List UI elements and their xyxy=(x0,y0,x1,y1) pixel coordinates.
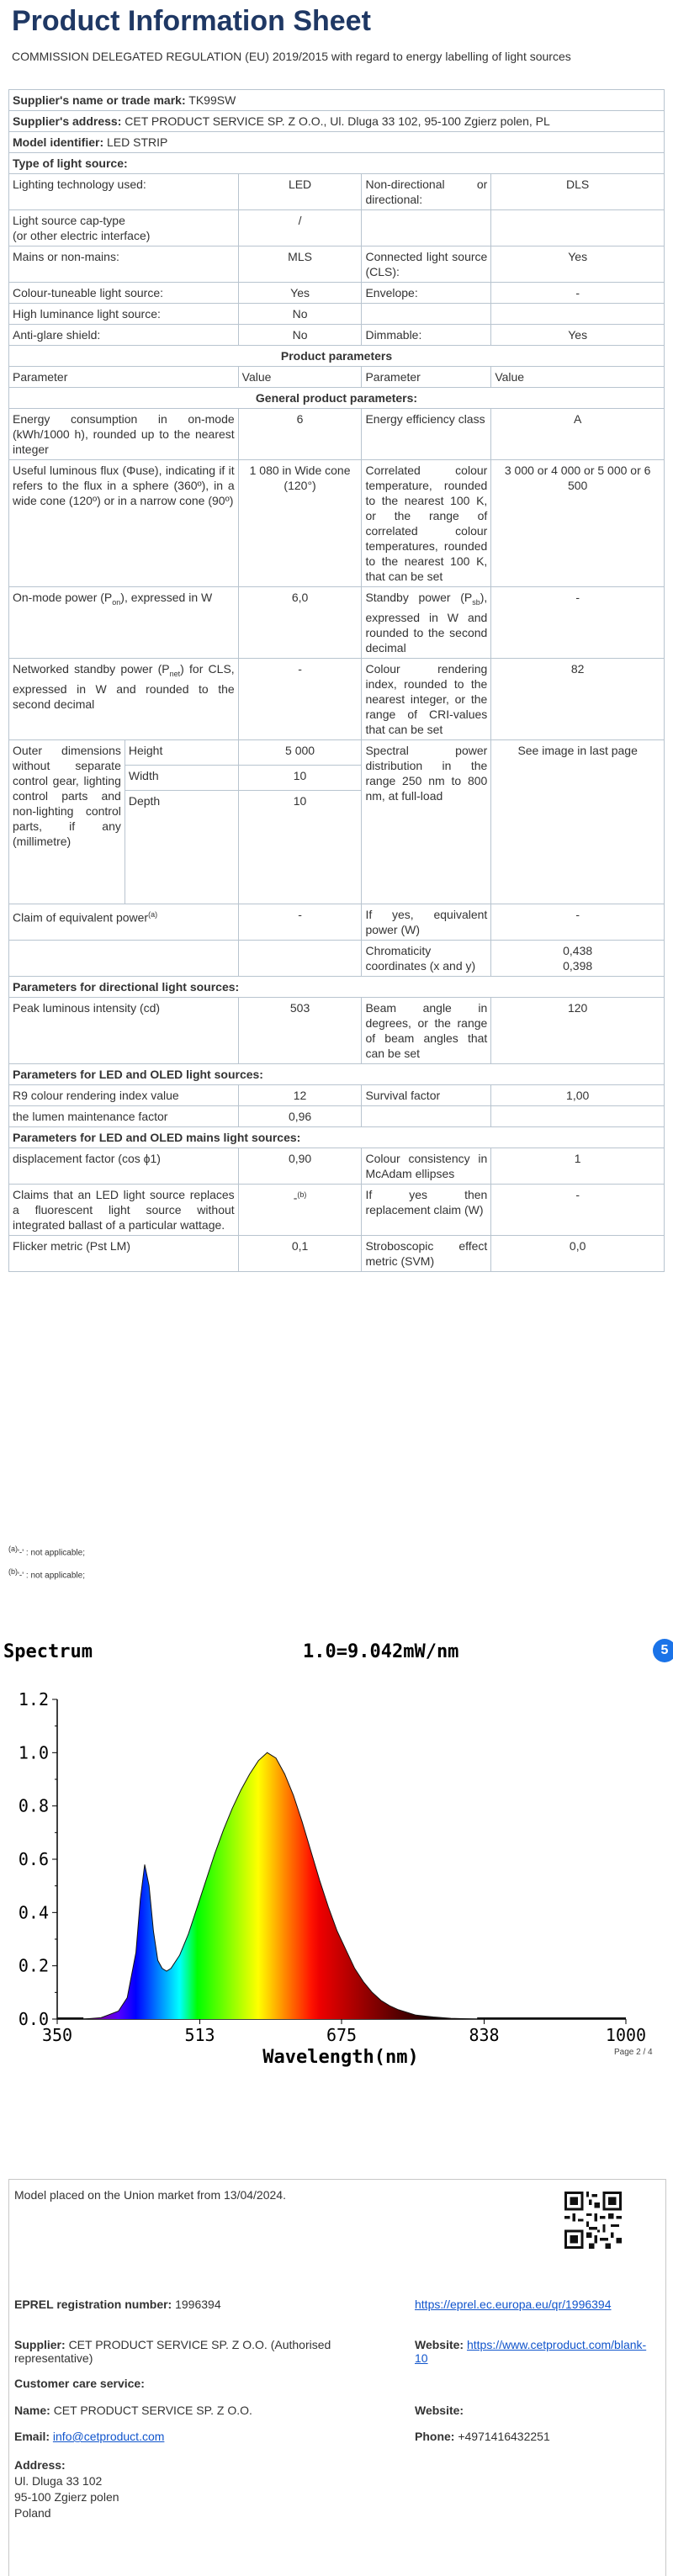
networked-standby-label-b: ) for CLS, expressed in W and rounded to the second decimal xyxy=(13,661,235,711)
x-tick-label: 350 xyxy=(41,2025,73,2045)
table-row xyxy=(9,739,665,765)
empty-cell xyxy=(238,940,362,976)
mcadam-label: Colour consistency in McAdam ellipses xyxy=(362,1148,491,1184)
cri-value: 82 xyxy=(491,658,665,739)
y-tick-label: 1.2 xyxy=(18,1689,49,1709)
supplier-name-label: Supplier's name or trade mark: xyxy=(13,93,186,107)
height-value: 5 000 xyxy=(238,739,362,765)
high-luminance-label: High luminance light source: xyxy=(9,304,239,325)
table-row xyxy=(9,1063,665,1084)
column-header-parameter: Parameter xyxy=(9,367,239,388)
model-identifier-cell xyxy=(9,132,665,153)
footnote-a xyxy=(8,1540,85,1562)
anti-glare-value: No xyxy=(238,325,362,346)
high-luminance-value: No xyxy=(238,304,362,325)
on-mode-power-sub: on xyxy=(112,597,121,607)
table-row xyxy=(9,325,665,346)
light-source-type-heading: Type of light source: xyxy=(9,153,665,174)
envelope-label: Envelope: xyxy=(362,283,491,304)
cap-type-label-line1: Light source cap-type xyxy=(13,214,125,227)
y-tick-label: 1.0 xyxy=(18,1742,49,1763)
supplier-address-cell xyxy=(9,111,665,132)
footnotes xyxy=(8,1540,85,1586)
supplier-address-label: Supplier's address: xyxy=(13,114,122,128)
mains-value: MLS xyxy=(238,246,362,283)
table-row xyxy=(9,587,665,659)
table-row xyxy=(9,283,665,304)
table-row xyxy=(9,409,665,460)
replacement-claim-label: If yes then replacement claim (W) xyxy=(362,1184,491,1235)
table-row xyxy=(9,174,665,210)
width-label: Width xyxy=(125,765,238,790)
on-mode-power-label-a: On-mode power (P xyxy=(13,591,113,604)
peak-intensity-label: Peak luminous intensity (cd) xyxy=(9,997,239,1063)
cls-label: Connected light source (CLS): xyxy=(362,246,491,283)
colour-tuneable-label: Colour-tuneable light source: xyxy=(9,283,239,304)
flicker-label: Flicker metric (Pst LM) xyxy=(9,1235,239,1271)
supplier-row xyxy=(14,2338,401,2365)
spectral-distribution-value: See image in last page xyxy=(491,739,665,904)
footnote-b-mark: (b) xyxy=(8,1567,18,1577)
footnote-mark-b: (b) xyxy=(297,1190,307,1199)
mains-parameters-heading: Parameters for LED and OLED mains light sources: xyxy=(9,1126,665,1148)
y-tick-label: 0.0 xyxy=(18,2009,49,2029)
equivalent-power-label: If yes, equivalent power (W) xyxy=(362,904,491,940)
column-header-value: Value xyxy=(491,367,665,388)
table-row xyxy=(9,976,665,997)
qr-code-icon xyxy=(564,2192,622,2249)
displacement-factor-value: 0,90 xyxy=(238,1148,362,1184)
footnote-b-text: '-' : not applicable; xyxy=(18,1571,85,1581)
cap-type-label xyxy=(9,210,239,246)
flicker-value: 0,1 xyxy=(238,1235,362,1271)
care-address-label: Address: xyxy=(14,2458,66,2472)
cri-label: Colour rendering index, rounded to the nearest integer, or the range of CRI-values that can be set xyxy=(362,658,491,739)
care-address xyxy=(14,2457,119,2521)
general-parameters-heading: General product parameters: xyxy=(9,388,665,409)
networked-standby-label-a: Networked standby power (P xyxy=(13,661,170,676)
x-axis-label: Wavelength(nm) xyxy=(262,2047,419,2068)
table-row xyxy=(9,367,665,388)
product-parameters-heading: Product parameters xyxy=(9,346,665,367)
beam-angle-value: 120 xyxy=(491,997,665,1063)
table-row xyxy=(9,658,665,739)
x-tick-label: 1000 xyxy=(605,2025,647,2045)
dimmable-value: Yes xyxy=(491,325,665,346)
care-address-line1: Ul. Dluga 33 102 xyxy=(14,2474,103,2488)
depth-value: 10 xyxy=(238,790,362,904)
table-row xyxy=(9,246,665,283)
networked-standby-label xyxy=(9,658,239,739)
table-row xyxy=(9,388,665,409)
outer-dimensions-label: Outer dimensions without separate control gear, lighting control parts and non-lighting control parts, if any (millimetre) xyxy=(9,739,125,904)
standby-power-label-a: Standby power (P xyxy=(365,591,473,604)
care-phone-row xyxy=(415,2430,550,2443)
column-header-parameter: Parameter xyxy=(362,367,491,388)
r9-value: 12 xyxy=(238,1084,362,1105)
empty-cell xyxy=(362,1105,491,1126)
supplier-value: CET PRODUCT SERVICE SP. Z O.O. (Authorised representative) xyxy=(14,2338,331,2365)
equivalent-power-claim-label xyxy=(9,904,239,940)
y-tick-label: 0.2 xyxy=(18,1955,49,1976)
column-header-value: Value xyxy=(238,367,362,388)
website-label: Website: xyxy=(415,2338,464,2351)
care-email-row xyxy=(14,2430,164,2443)
chromaticity-value xyxy=(491,940,665,976)
y-tick-label: 0.8 xyxy=(18,1795,49,1816)
directional-label: Non-directional or directional: xyxy=(362,174,491,210)
table-row xyxy=(9,1105,665,1126)
footnote-a-text: '-' : not applicable; xyxy=(18,1548,85,1558)
model-identifier-label: Model identifier: xyxy=(13,135,104,149)
care-address-line3: Poland xyxy=(14,2506,51,2520)
on-mode-power-label-b: ), expressed in W xyxy=(120,591,213,604)
website-link[interactable]: https://www.cetproduct.com/blank-10 xyxy=(415,2338,647,2365)
regulation-subtitle: COMMISSION DELEGATED REGULATION (EU) 2019/2015 with regard to energy labelling of light sources xyxy=(12,50,571,63)
survival-factor-label: Survival factor xyxy=(362,1084,491,1105)
cap-type-label-line2: (or other electric interface) xyxy=(13,229,151,242)
energy-consumption-label: Energy consumption in on-mode (kWh/1000 h), rounded up to the nearest integer xyxy=(9,409,239,460)
networked-standby-value: - xyxy=(238,658,362,739)
empty-cell xyxy=(9,940,239,976)
care-name-row xyxy=(14,2404,252,2417)
care-email-label: Email: xyxy=(14,2430,50,2443)
svm-value: 0,0 xyxy=(491,1235,665,1271)
equivalent-power-claim-value: - xyxy=(238,904,362,940)
cct-value: 3 000 or 4 000 or 5 000 or 6 500 xyxy=(491,460,665,587)
standby-power-sub: sb xyxy=(472,597,480,607)
equivalent-power-value: - xyxy=(491,904,665,940)
model-identifier-value: LED STRIP xyxy=(107,135,168,149)
table-row xyxy=(9,940,665,976)
supplier-label: Supplier: xyxy=(14,2338,66,2351)
spectral-distribution-label: Spectral power distribution in the range 250 nm to 800 nm, at full-load xyxy=(362,739,491,904)
table-row xyxy=(9,1126,665,1148)
svm-label: Stroboscopic effect metric (SVM) xyxy=(362,1235,491,1271)
energy-consumption-value: 6 xyxy=(238,409,362,460)
eprel-label: EPREL registration number: xyxy=(14,2298,172,2311)
website-row xyxy=(415,2338,650,2365)
replacement-claim-value: - xyxy=(491,1184,665,1235)
equivalent-power-claim-text: Claim of equivalent power xyxy=(13,910,149,925)
mains-label: Mains or non-mains: xyxy=(9,246,239,283)
cct-label: Correlated colour temperature, rounded to the nearest 100 K, or the range of correlated colour temperatures, rounded to the nearest 100 K, that can be set xyxy=(362,460,491,587)
x-tick-label: 513 xyxy=(184,2025,215,2045)
chromaticity-label: Chromaticity coordinates (x and y) xyxy=(362,940,491,976)
envelope-value: - xyxy=(491,283,665,304)
fluorescent-claim-text: - xyxy=(293,1190,298,1205)
led-parameters-heading: Parameters for LED and OLED light sources: xyxy=(9,1063,665,1084)
dimmable-label: Dimmable: xyxy=(362,325,491,346)
directional-parameters-heading: Parameters for directional light sources: xyxy=(9,976,665,997)
width-value: 10 xyxy=(238,765,362,790)
footnote-b xyxy=(8,1562,85,1585)
peak-intensity-value: 503 xyxy=(238,997,362,1063)
survival-factor-value: 1,00 xyxy=(491,1084,665,1105)
lumen-maintenance-value: 0,96 xyxy=(238,1105,362,1126)
table-row xyxy=(9,90,665,111)
info-table-container xyxy=(8,89,665,1272)
chart-annotation: 1.0=9.042mW/nm xyxy=(303,1641,459,1662)
energy-class-label: Energy efficiency class xyxy=(362,409,491,460)
chromaticity-y: 0,398 xyxy=(563,958,593,973)
y-tick-label: 0.4 xyxy=(18,1902,49,1923)
fluorescent-claim-label: Claims that an LED light source replaces a fluorescent light source without integrated ballast of a particular wattage. xyxy=(9,1184,239,1235)
y-tick-label: 0.6 xyxy=(18,1849,49,1869)
table-row xyxy=(9,904,665,940)
eprel-link[interactable]: https://eprel.ec.europa.eu/qr/1996394 xyxy=(415,2298,612,2311)
beam-angle-label: Beam angle in degrees, or the range of beam angles that can be set xyxy=(362,997,491,1063)
page-number: Page 2 / 4 xyxy=(614,2048,653,2057)
table-row xyxy=(9,1235,665,1271)
r9-label: R9 colour rendering index value xyxy=(9,1084,239,1105)
table-row xyxy=(9,210,665,246)
luminous-flux-value: 1 080 in Wide cone (120°) xyxy=(238,460,362,587)
directional-value: DLS xyxy=(491,174,665,210)
care-name-label: Name: xyxy=(14,2404,50,2417)
product-info-table xyxy=(8,89,665,1272)
spectrum-area xyxy=(83,1752,477,2019)
care-address-line2: 95-100 Zgierz polen xyxy=(14,2490,119,2504)
table-row xyxy=(9,460,665,587)
lighting-technology-label: Lighting technology used: xyxy=(9,174,239,210)
depth-label: Depth xyxy=(125,790,238,904)
empty-cell xyxy=(362,304,491,325)
care-phone-label: Phone: xyxy=(415,2430,455,2443)
displacement-factor-label: displacement factor (cos ϕ1) xyxy=(9,1148,239,1184)
height-label: Height xyxy=(125,739,238,765)
mcadam-value: 1 xyxy=(491,1148,665,1184)
table-row xyxy=(9,1184,665,1235)
table-row xyxy=(9,997,665,1063)
supplier-name-value: TK99SW xyxy=(188,93,236,107)
supplier-address-value: CET PRODUCT SERVICE SP. Z O.O., Ul. Dluga 33 102, 95-100 Zgierz polen, PL xyxy=(125,114,550,128)
fluorescent-claim-value xyxy=(238,1184,362,1235)
energy-class-value: A xyxy=(491,409,665,460)
page-title: Product Information Sheet xyxy=(12,5,371,37)
chromaticity-x: 0,438 xyxy=(563,943,593,957)
x-tick-label: 675 xyxy=(326,2025,358,2045)
empty-cell xyxy=(362,210,491,246)
table-row xyxy=(9,132,665,153)
luminous-flux-label: Useful luminous flux (Φuse), indicating if it refers to the flux in a sphere (360º), in a wide cone (120º) or in a narrow cone (90º) xyxy=(9,460,239,587)
empty-cell xyxy=(491,304,665,325)
lumen-maintenance-label: the lumen maintenance factor xyxy=(9,1105,239,1126)
page-badge-icon: 5 xyxy=(653,1639,673,1662)
on-mode-power-value: 6,0 xyxy=(238,587,362,659)
care-email-link[interactable]: info@cetproduct.com xyxy=(52,2430,165,2443)
cap-type-value: / xyxy=(238,210,362,246)
supplier-name-cell xyxy=(9,90,665,111)
empty-cell xyxy=(491,210,665,246)
cls-value: Yes xyxy=(491,246,665,283)
standby-power-value: - xyxy=(491,587,665,659)
spectrum-chart-container xyxy=(0,1632,673,2103)
table-row xyxy=(9,304,665,325)
eprel-row xyxy=(14,2298,221,2311)
standby-power-label-b: ), expressed in W and rounded to the second decimal xyxy=(365,591,488,655)
anti-glare-label: Anti-glare shield: xyxy=(9,325,239,346)
footnote-a-mark: (a) xyxy=(8,1545,18,1553)
market-placed-text: Model placed on the Union market from 13/04/2024. xyxy=(14,2188,286,2202)
market-info-box xyxy=(8,2179,666,2576)
table-row xyxy=(9,346,665,367)
care-name-value: CET PRODUCT SERVICE SP. Z O.O. xyxy=(53,2404,252,2417)
care-website-label: Website: xyxy=(415,2404,464,2417)
table-row xyxy=(9,1084,665,1105)
empty-cell xyxy=(491,1105,665,1126)
customer-care-heading: Customer care service: xyxy=(14,2377,145,2390)
eprel-value: 1996394 xyxy=(175,2298,221,2311)
table-row xyxy=(9,1148,665,1184)
x-tick-label: 838 xyxy=(469,2025,500,2045)
colour-tuneable-value: Yes xyxy=(238,283,362,304)
eprel-link-row xyxy=(415,2298,650,2311)
on-mode-power-label xyxy=(9,587,239,659)
care-phone-value: +4971416432251 xyxy=(458,2430,550,2443)
standby-power-label xyxy=(362,587,491,659)
chart-title: Spectrum xyxy=(3,1641,93,1662)
table-row xyxy=(9,111,665,132)
lighting-technology-value: LED xyxy=(238,174,362,210)
table-row xyxy=(9,153,665,174)
networked-standby-sub: net xyxy=(169,669,181,678)
footnote-mark-a: (a) xyxy=(148,909,158,919)
spectrum-chart xyxy=(0,1632,673,2103)
